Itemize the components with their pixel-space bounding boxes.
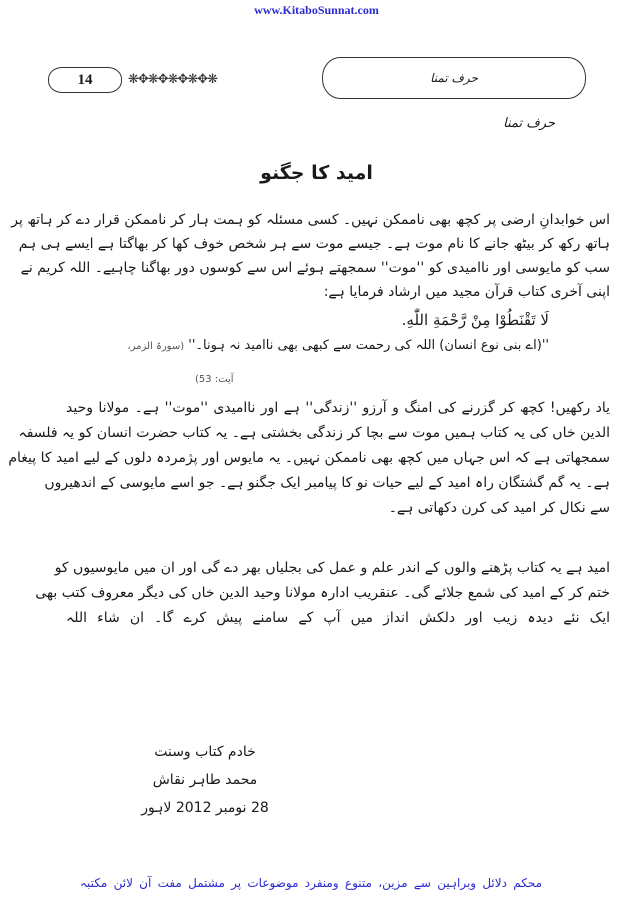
reference-surah: (سورۃ الزمر،	[127, 341, 185, 352]
running-title: حرف تمنا	[322, 57, 586, 99]
signature-role: خادم کتاب وسنت	[154, 744, 256, 760]
page-title: امید کا جگنو	[260, 162, 373, 184]
decorative-ornament: ❋✥❋✥❋✥❋✥❋	[128, 71, 218, 87]
paragraph-line: ختم کر کے امید کی شمع جلائے گی۔ عنقریب ادارہ مولانا وحید الدین خاں کی دیگر معروف کتب بھی	[35, 585, 610, 601]
paragraph-line: ہے۔ یہ گم گشتگان راہ امید کے لیے حیات نو کا پیامبر ایک جگنو ہے۔ جو اسے مایوسی کے اندھیروں	[44, 475, 610, 491]
verse-translation	[127, 338, 549, 353]
paragraph-line: ایک نئے دیدہ زیب اور دلکش انداز میں آپ کے سامنے پیش کرے گا۔ ان شاء اللہ	[66, 610, 610, 626]
paragraph-line: یاد رکھیں! کچھ کر گزرنے کی امنگ و آرزو ''زندگی'' ہے اور ناامیدی ''موت'' ہے۔ مولانا وحید	[66, 400, 610, 416]
paragraph-line: اس خوابدانِ ارضی پر کچھ بھی ناممکن نہیں۔ کسی مسئلہ کو ہمت ہار کر ناممکن قرار دے کر ہاتھ پر	[11, 212, 610, 228]
watermark-url: www.KitaboSunnat.com	[254, 3, 379, 17]
translation-text: ''(اے بنی نوع انسان) اللہ کی رحمت سے کبھی بھی ناامید نہ ہونا۔''	[188, 338, 549, 353]
paragraph-line: سمجھاتی ہے کہ اس جہاں میں کچھ بھی ناممکن نہیں۔ یہ مایوس اور پژمردہ دلوں کے لیے امید کا پیغام	[8, 450, 610, 466]
paragraph-line: سب کو مایوسی اور ناامیدی کو ''موت'' سمجھتے ہوئے اس سے کوسوں دور بھاگنا چاہیے۔ اللہ کریم نے	[20, 260, 610, 276]
paragraph-line: سے نکال کر امید کی کرن دکھاتی ہے۔	[388, 500, 610, 516]
reference-ayah: آیت: 53)	[195, 374, 234, 385]
paragraph-line: الدین خاں کی یہ کتاب ہمیں موت سے بچا کر زندگی بخشتی ہے۔ یہ کتاب حضرت انسان کو یہ فلسفہ	[18, 425, 610, 441]
paragraph-line: امید ہے یہ کتاب پڑھنے والوں کے اندر علم و عمل کی بجلیاں بھر دے گی اور ان میں مایوسیوں کو	[54, 560, 610, 576]
page-number: 14	[48, 67, 122, 93]
section-label: حرف تمنا	[503, 116, 555, 131]
paragraph-line: ہاتھ رکھ کر بیٹھ جانے کا نام موت ہے۔ جیسے موت سے ہر شخص خوف کھا کر بھاگتا ہے ایسے ہی ہم	[18, 236, 610, 252]
signature-name: محمد طاہر نقاش	[152, 772, 258, 788]
signature-date-place: 28 نومبر 2012 لاہور	[141, 800, 269, 816]
paragraph-line: اپنی آخری کتاب قرآن مجید میں ارشاد فرمایا ہے:	[323, 284, 610, 300]
quran-verse: لَا تَقْنَطُوْا مِنْ رَّحْمَةِ اللّٰهِ.	[401, 311, 549, 329]
footer-tagline: محکم دلائل وبراہین سے مزین، متنوع ومنفرد موضوعات پر مشتمل مفت آن لائن مکتبہ	[80, 876, 542, 890]
